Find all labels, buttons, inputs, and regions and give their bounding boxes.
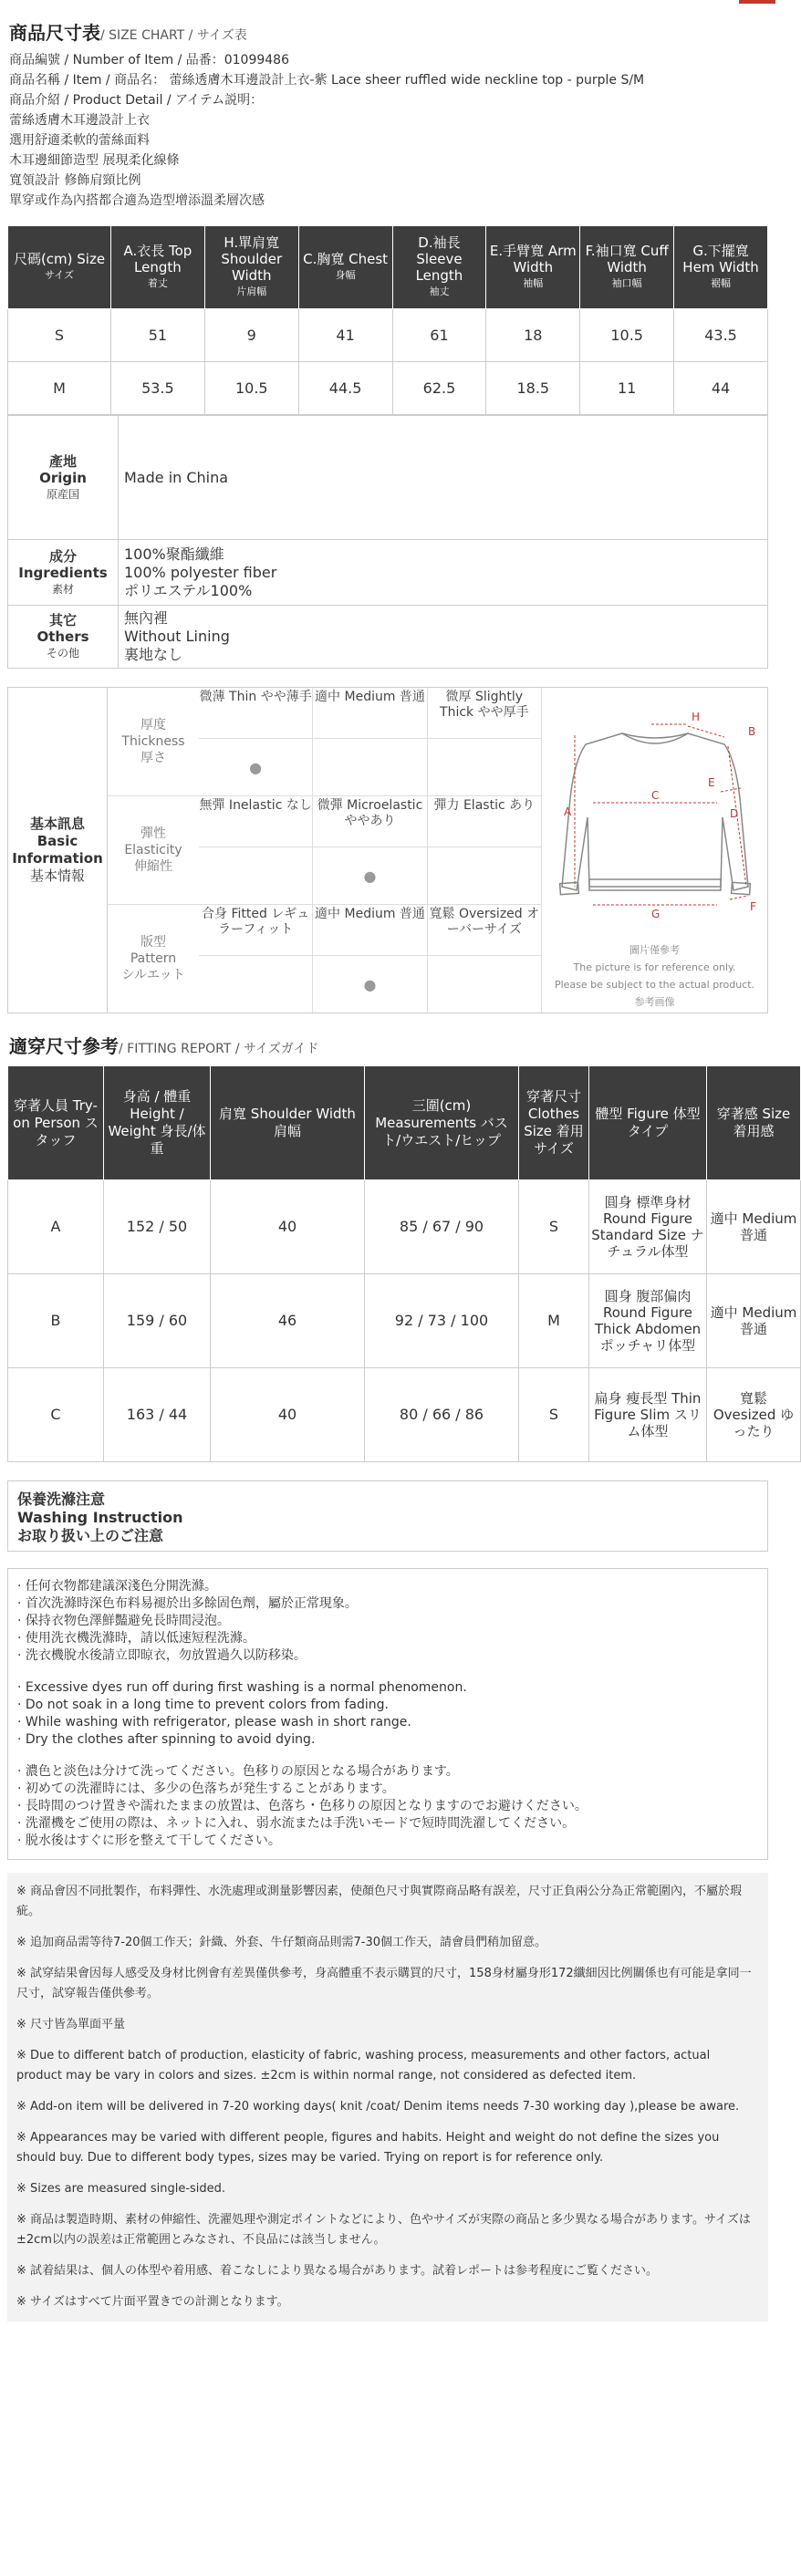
size-header-cell [486,226,580,309]
property-options [199,796,542,904]
washing-line: · 長時間のつけ置きや濡れたままの放置は、色落ち・色移りの原因となりますのでお避けください。 [17,1799,588,1813]
size-header-en: 尺碼(cm) Size [13,251,106,267]
note-line: ※ Appearances may be varied with different people, figures and habits. Height and weight do not define the sizes you should buy. Due to different body types, sizes may be varied. Trying on report is for reference only. [16,2131,720,2165]
fitting-report-heading [0,1013,775,1062]
fitting-value-cell: 圓身 標準身材 Round Figure Standard Size ナチュラル体型 [589,1180,707,1274]
fitting-report-table [7,1065,801,1462]
option-label: 無彈 Inelastic なし [199,796,313,847]
size-header-cell [111,226,205,309]
fitting-row [8,1180,801,1274]
size-value-cell: 51 [111,309,205,362]
empty-slot [428,956,542,1013]
basic-information-panel [7,687,768,1013]
size-chart-title: 商品尺寸表 [9,22,100,44]
fitting-header-cell: 肩寬 Shoulder Width 肩幅 [211,1066,365,1180]
washing-line: · While washing with refrigerator, please wash in short range. [17,1715,411,1729]
selected-dot-icon: ● [313,847,427,904]
size-value-cell: 10.5 [580,309,674,362]
size-value-cell: 10.5 [204,362,298,415]
washing-line: · Do not soak in a long time to prevent colors from fading. [17,1698,389,1712]
disclaimer-notes [7,1873,768,2322]
size-header-cell [298,226,392,309]
property-row [108,796,542,905]
size-header-ja: サイズ [44,269,75,281]
ingredients-row [8,540,768,606]
empty-slot [428,739,542,795]
option-label: 寬鬆 Oversized オーバーサイズ [428,905,542,956]
fitting-value-cell: M [519,1274,589,1368]
try-on-person-cell: A [8,1180,104,1274]
size-chart-subtitle: / SIZE CHART / サイズ表 [100,28,247,43]
fitting-value-cell: 適中 Medium 普通 [707,1274,801,1368]
fitting-value-cell: 40 [211,1368,365,1462]
size-value-cell: 43.5 [674,309,768,362]
note-line: ※ Sizes are measured single-sided. [16,2182,226,2196]
washing-zh-group [17,1578,758,1665]
size-header-cell [204,226,298,309]
feature-line: 單穿或作為內搭都合適為造型增添溫柔層次感 [9,193,265,208]
size-chart-table [7,225,768,415]
size-header-ja: 袖口幅 [611,277,642,289]
diagram-letter-e: E [708,776,715,789]
option-label: 適中 Medium 普通 [313,905,427,956]
washing-ja-group [17,1763,758,1850]
size-value-cell: 18 [486,309,580,362]
washing-instruction-list [7,1568,768,1860]
washing-line: · Dry the clothes after spinning to avoid dying. [17,1732,316,1747]
size-value-cell: 41 [298,309,392,362]
empty-slot [428,847,542,904]
washing-instruction-heading [7,1480,768,1552]
size-header-cell [392,226,486,309]
fitting-header-cell: 穿著感 Size 着用感 [707,1066,801,1180]
size-header-en: A.衣長 Top Length [123,243,192,275]
fitting-value-cell: 163 / 44 [104,1368,211,1462]
diagram-letter-c: C [651,789,660,802]
size-header-ja: 袖幅 [523,277,544,289]
size-value-cell: 11 [580,362,674,415]
note-line: ※ サイズはすべて片面平置きでの計測となります。 [16,2295,289,2309]
diagram-letter-a: A [564,805,572,818]
option-label: 適中 Medium 普通 [313,688,427,739]
option-label: 微薄 Thin やや薄手 [199,688,313,739]
selected-dot-icon: ● [199,739,313,795]
empty-slot [313,739,427,795]
fitting-value-cell: 適中 Medium 普通 [707,1180,801,1274]
size-value-cell: 44 [674,362,768,415]
fitting-value-cell: S [519,1368,589,1462]
fitting-value-cell: 扁身 瘦長型 Thin Figure Slim スリム体型 [589,1368,707,1462]
product-info [0,48,775,213]
property-name: 厚度 Thickness 厚さ [121,718,185,765]
feature-line: 選用舒適柔軟的蕾絲面料 [9,133,150,148]
option-labels [199,905,542,956]
property-options [199,905,542,1013]
size-row [8,362,768,415]
size-header-en: E.手臂寬 Arm Width [489,243,577,275]
empty-slot [199,956,313,1013]
ingredients-value: 100%聚酯纖維 100% polyester fiber ポリエステル100% [119,540,768,606]
washing-line: · 脱水後はすぐに形を整えて干してください。 [17,1833,281,1848]
size-header-ja: 袖丈 [429,286,450,297]
note-line: ※ 追加商品需等待7-20個工作天；針織、外套、牛仔類商品則需7-30個工作天，請會員們稍加留意。 [16,1936,547,1949]
fitting-report-subtitle: / FITTING REPORT / サイズガイド [119,1042,319,1056]
origin-row [8,416,768,540]
product-detail-label: 商品介紹 / Product Detail / アイテム説明： [9,93,264,108]
product-features [9,110,766,211]
selected-dot-icon: ● [313,956,427,1013]
size-value-cell: 62.5 [392,362,486,415]
product-meta-table [7,415,768,669]
washing-line: · Excessive dyes run off during first washing is a normal phenomenon. [17,1680,467,1695]
option-label: 微厚 Slightly Thick やや厚手 [428,688,542,739]
size-header-cell [674,226,768,309]
fitting-value-cell: 85 / 67 / 90 [365,1180,519,1274]
fitting-header-cell: 體型 Figure 体型タイプ [589,1066,707,1180]
try-on-person-cell: B [8,1274,104,1368]
diagram-letter-f: F [750,900,756,913]
note-line: ※ 商品は製造時期、素材の伸縮性、洗濯処理や測定ポイントなどにより、色やサイズが実際の商品と多少異なる場合があります。サイズは±2cm以内の誤差は正常範囲とみなされ、不良品には該当しません。 [16,2213,751,2247]
option-label: 合身 Fitted レギュラーフィット [199,905,313,956]
size-label-cell: S [8,309,111,362]
washing-en-group [17,1679,758,1749]
size-value-cell: 44.5 [298,362,392,415]
note-line: ※ 尺寸皆為單面平量 [16,2018,126,2031]
fabric-properties [108,688,542,1013]
size-header-ja: 裾幅 [711,277,732,289]
feature-line: 寬領設計 修飾肩頸比例 [9,173,141,188]
origin-label: 產地 Origin 原産国 [8,416,119,540]
size-value-cell: 18.5 [486,362,580,415]
property-row [108,905,542,1013]
note-line: ※ 試着結果は、個人の体型や着用感、着こなしにより異なる場合があります。試着レポートは参考程度にご覧ください。 [16,2264,658,2278]
option-label: 微彈 Microelastic ややあり [313,796,427,847]
fitting-report-title: 適穿尺寸參考 [9,1035,119,1057]
others-row [8,606,768,669]
item-number: 商品編號 / Number of Item / 品番：01099486 [9,53,289,68]
option-labels [199,688,542,739]
sweater-measurement-icon [542,708,768,954]
diagram-letter-b: B [748,725,756,738]
size-header-cell [8,226,111,309]
washing-line: · 首次洗滌時深色布料易褪於出多餘固色劑，屬於正常現象。 [17,1596,358,1611]
size-header-en: F.袖口寬 Cuff Width [585,243,669,275]
size-value-cell: 61 [392,309,486,362]
property-options [199,688,542,795]
others-value: 無內裡 Without Lining 裏地なし [119,606,768,669]
size-header-en: G.下擺寬 Hem Width [682,243,759,275]
washing-line: · 洗衣機脫水後請立即晾衣，勿放置過久以防移染。 [17,1648,307,1663]
washing-line: · 洗濯機をご使用の際は、ネットに入れ、弱水流または手洗いモードで短時間洗濯してください。 [17,1816,576,1831]
fitting-header-cell: 穿著尺寸 Clothes Size 着用サイズ [519,1066,589,1180]
fitting-header-cell: 身高 / 體重 Height / Weight 身長/体重 [104,1066,211,1180]
washing-line: · 保持衣物色澤鮮豔避免長時間浸泡。 [17,1614,230,1628]
fitting-value-cell: S [519,1180,589,1274]
option-markers [199,739,542,795]
size-header-cell [580,226,674,309]
diagram-letter-g: G [651,908,661,920]
size-header-ja: 片肩幅 [236,286,267,297]
size-header-en: H.單肩寬 Shoulder Width [221,234,283,284]
property-name: 版型 Pattern シルエット [121,935,185,982]
size-header-en: C.胸寬 Chest [303,251,389,267]
washing-line: · 任何衣物都建議深淺色分開洗滌。 [17,1579,217,1594]
option-markers [199,956,542,1013]
option-markers [199,847,542,904]
size-label-cell: M [8,362,111,415]
fitting-value-cell: 159 / 60 [104,1274,211,1368]
fitting-value-cell: 46 [211,1274,365,1368]
note-line: ※ Due to different batch of production, elasticity of fabric, washing process, measurements and other factors, actual product may be vary in colors and sizes. ±2cm is within normal range, not considered as defected item. [16,2049,711,2083]
item-name: 商品名稱 / Item / 商品名： 蕾絲透膚木耳邊設計上衣-紫 Lace sheer ruffled wide neckline top - purple S/M [9,73,645,88]
size-header-ja: 身幅 [335,269,356,281]
size-row [8,309,768,362]
empty-slot [199,847,313,904]
fitting-value-cell: 圓身 腹部偏肉 Round Figure Thick Abdomen ポッチャリ体型 [589,1274,707,1368]
property-row [108,688,542,796]
diagram-note: 圖片僅參考 The picture is for reference only. Please be subject to the actual product. 参考画像 [554,944,755,1008]
washing-title-zh: 保養洗滌注意 [17,1491,106,1508]
ingredients-label: 成分 Ingredients 素材 [8,540,119,606]
washing-line: · 使用洗衣機洗滌時，請以低速短程洗滌。 [17,1631,255,1646]
fitting-header-cell: 穿著人員 Try-on Person スタッフ [8,1066,104,1180]
size-value-cell: 53.5 [111,362,205,415]
basic-info-label: 基本訊息 Basic Information 基本情報 [8,688,108,1013]
feature-line: 木耳邊細節造型 展現柔化線條 [9,153,180,168]
note-line: ※ 試穿結果會因每人感受及身材比例會有差異僅供參考，身高體重不表示購買的尺寸，158身材屬身形172纖細因比例關係也有可能是拿同一尺寸，試穿報告僅供參考。 [16,1967,752,2000]
others-label: 其它 Others その他 [8,606,119,669]
washing-title-ja: お取り扱い上のご注意 [17,1527,164,1544]
garment-diagram [542,688,767,1013]
washing-title-en: Washing Instruction [17,1509,183,1526]
fitting-row [8,1368,801,1462]
fitting-value-cell: 80 / 66 / 86 [365,1368,519,1462]
fitting-row [8,1274,801,1368]
size-header-ja: 着丈 [147,277,168,289]
note-line: ※ Add-on item will be delivered in 7-20 working days( knit /coat/ Denim items needs 7-30 working day ),please be aware. [16,2100,740,2114]
size-value-cell: 9 [204,309,298,362]
diagram-letter-d: D [730,807,739,820]
fitting-value-cell: 92 / 73 / 100 [365,1274,519,1368]
feature-line: 蕾絲透膚木耳邊設計上衣 [9,113,150,128]
diagram-letter-h: H [692,711,701,723]
size-header-en: D.袖長 Sleeve Length [415,234,463,284]
option-labels [199,796,542,847]
property-name: 彈性 Elasticity 伸縮性 [124,826,182,874]
corner-accent [739,0,775,4]
fitting-value-cell: 40 [211,1180,365,1274]
fitting-value-cell: 寬鬆 Ovesized ゆったり [707,1368,801,1462]
size-chart-heading [0,0,775,48]
fitting-header-cell: 三圍(cm) Measurements バスト/ウエスト/ヒップ [365,1066,519,1180]
try-on-person-cell: C [8,1368,104,1462]
option-label: 彈力 Elastic あり [428,796,542,847]
origin-value: Made in China [119,416,768,540]
note-line: ※ 商品會因不同批製作，布料彈性、水洗處理或測量影響因素，使顏色尺寸與實際商品略有誤差，尺寸正負兩公分為正常範圍內，不屬於瑕疵。 [16,1885,743,1918]
fitting-value-cell: 152 / 50 [104,1180,211,1274]
washing-line: · 濃色と淡色は分けて洗ってください。色移りの原因となる場合があります。 [17,1764,459,1779]
washing-line: · 初めての洗濯時には、多少の色落ちが発生することがあります。 [17,1781,395,1796]
